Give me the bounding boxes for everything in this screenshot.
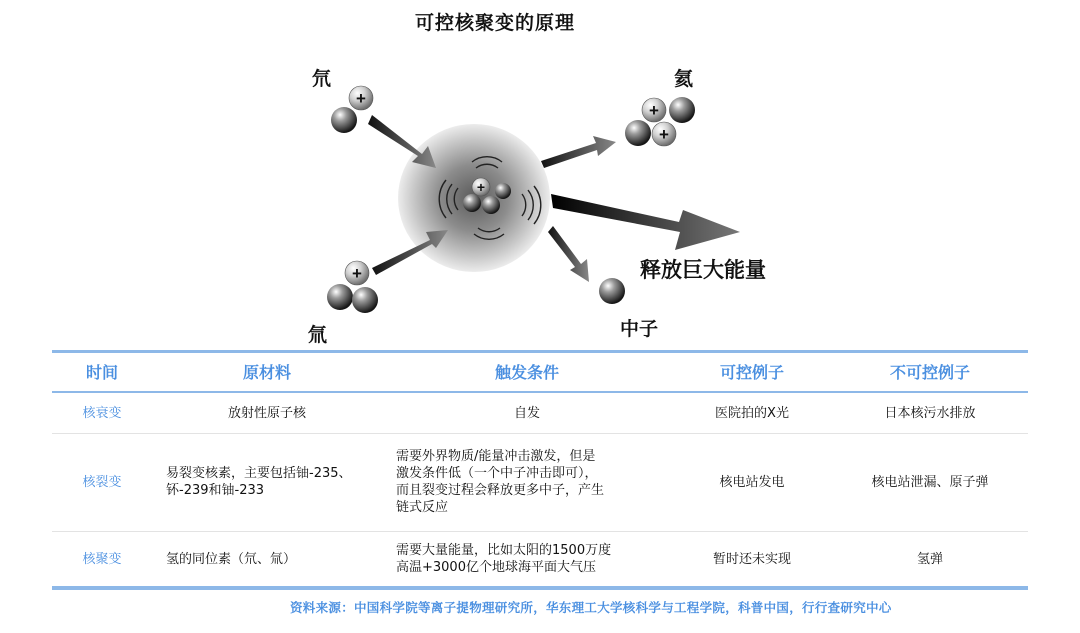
deuterium-atom <box>331 86 373 133</box>
trigger-line: 激发条件低（一个中子冲击即可）， <box>396 466 598 481</box>
material-line: 钚-239和铀-233 <box>166 483 265 498</box>
deuterium-label: 氘 <box>312 68 332 90</box>
trigger-line: 链式反应 <box>396 500 449 515</box>
header-trigger: 触发条件 <box>494 362 559 382</box>
svg-text:+: + <box>649 101 659 120</box>
row-controllable: 医院拍的X光 <box>715 405 789 421</box>
row-trigger: 自发 <box>513 405 540 421</box>
row-uncontrollable: 日本核污水排放 <box>884 405 976 421</box>
row-material: 放射性原子核 <box>227 405 306 421</box>
row-material <box>166 434 382 530</box>
energy-label: 释放巨大能量 <box>640 258 766 282</box>
header-controllable: 可控例子 <box>719 362 784 382</box>
row-name: 核裂变 <box>82 474 122 490</box>
row-controllable: 暂时还未实现 <box>712 551 791 567</box>
row-name: 核聚变 <box>82 551 122 567</box>
helium-arrow <box>541 136 616 168</box>
trigger-line: 需要大量能量，比如太阳的1500万度 <box>396 543 612 558</box>
svg-text:+: + <box>659 125 669 144</box>
table-bottom-rule <box>52 586 1028 590</box>
trigger-line: 需要外界物质/能量冲击激发，但是 <box>396 449 596 464</box>
tritium-atom <box>327 261 378 313</box>
header-time: 时间 <box>85 362 118 382</box>
energy-arrow <box>551 194 740 250</box>
svg-text:+: + <box>352 264 362 283</box>
helium-label: 氦 <box>674 68 694 90</box>
row-controllable: 核电站发电 <box>719 474 785 490</box>
row-material: 氢的同位素（氘、氚） <box>166 551 297 567</box>
row-trigger <box>396 434 672 530</box>
row-uncontrollable: 氢弹 <box>916 551 943 567</box>
neutron-arrow <box>548 226 589 282</box>
svg-text:+: + <box>356 89 366 108</box>
trigger-line: 而且裂变过程会释放更多中子，产生 <box>396 483 605 498</box>
trigger-line: 高温+3000亿个地球海平面大气压 <box>396 560 596 575</box>
header-uncontrollable: 不可控例子 <box>889 362 970 382</box>
material-line: 易裂变核素，主要包括铀-235、 <box>166 466 352 481</box>
page-title: 可控核聚变的原理 <box>414 12 575 34</box>
neutron-particle <box>599 278 625 304</box>
tritium-label: 氚 <box>308 324 328 346</box>
row-trigger <box>396 532 672 586</box>
row-name: 核衰变 <box>82 405 122 421</box>
svg-text:+: + <box>476 179 486 195</box>
header-material: 原材料 <box>242 362 291 382</box>
neutron-label: 中子 <box>620 318 659 340</box>
helium-atom <box>625 97 695 146</box>
source-note: 资料来源：中国科学院等离子提物理研究所，华东理工大学核科学与工程学院，科普中国，行行查研究中心 <box>290 600 892 615</box>
row-uncontrollable: 核电站泄漏、原子弹 <box>871 474 989 490</box>
